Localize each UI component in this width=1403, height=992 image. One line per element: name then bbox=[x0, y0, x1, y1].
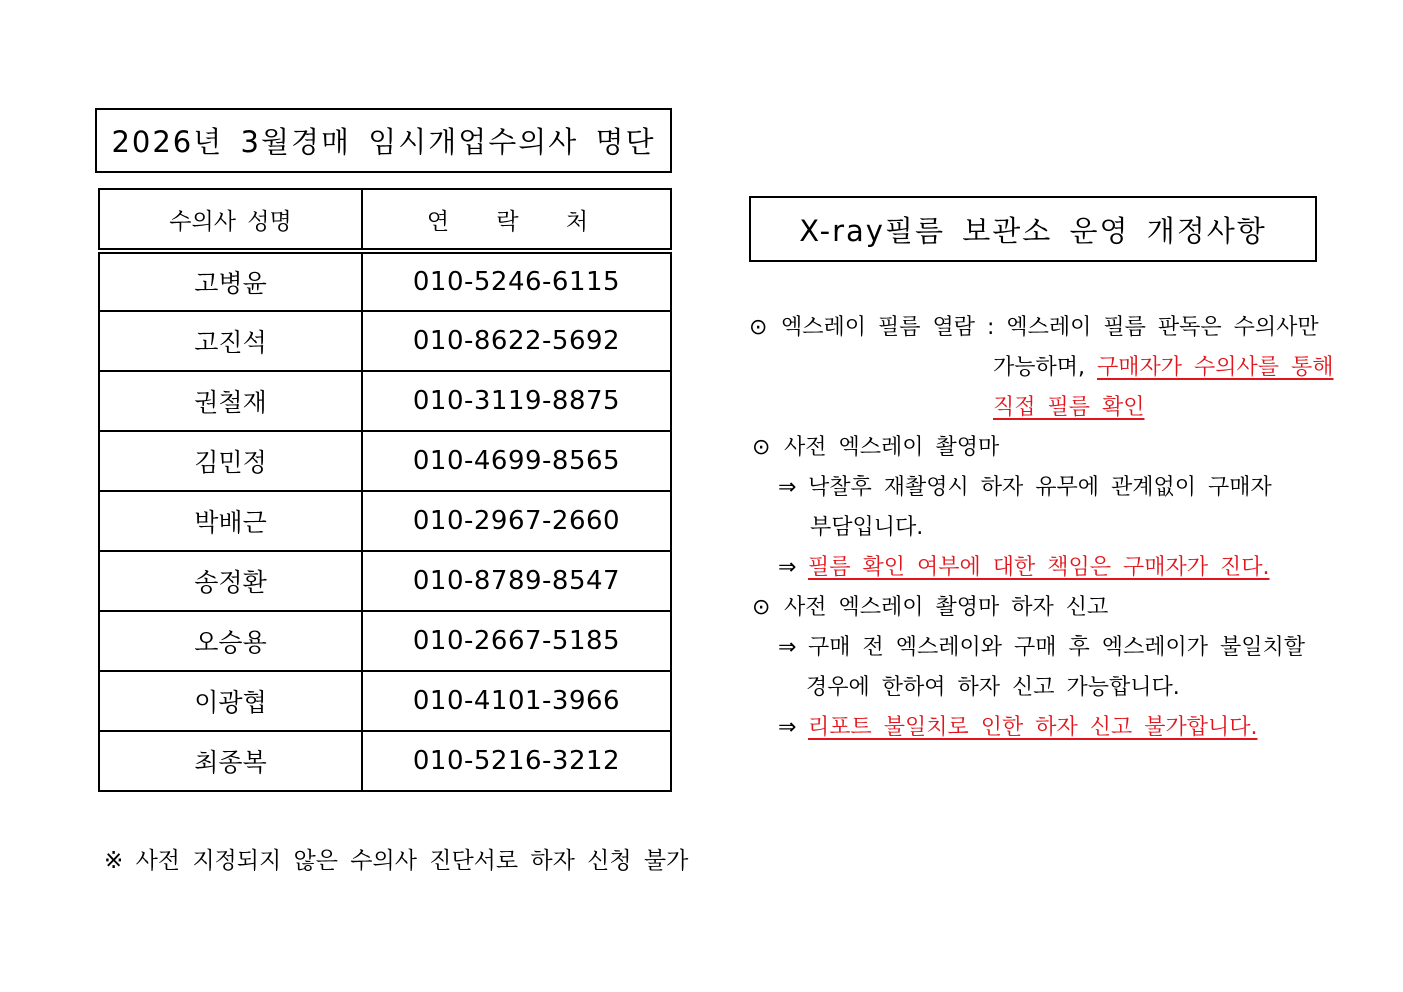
footnote: ※ 사전 지정되지 않은 수의사 진단서로 하자 신청 불가 bbox=[104, 848, 689, 874]
notice-item-3a bbox=[778, 628, 1305, 668]
item-2-title: 사전 엑스레이 촬영마 bbox=[784, 435, 1000, 460]
notice-item-1 bbox=[749, 308, 1319, 348]
item-2b-red: 필름 확인 여부에 대한 책임은 구매자가 진다. bbox=[808, 555, 1270, 580]
item-1-line-2-red: 구매자가 수의사를 통해 bbox=[1097, 355, 1334, 380]
vet-phone-cell: 010-8622-5692 bbox=[362, 311, 671, 371]
arrow-icon: ⇒ bbox=[778, 475, 797, 500]
item-1-line-1: 엑스레이 필름 열람 : 엑스레이 필름 판독은 수의사만 bbox=[781, 315, 1319, 340]
table-row bbox=[99, 251, 671, 311]
arrow-icon: ⇒ bbox=[778, 555, 797, 580]
vet-name-cell: 고진석 bbox=[99, 311, 362, 371]
vet-name-cell: 이광협 bbox=[99, 671, 362, 731]
item-1-line-3-red: 직접 필름 확인 bbox=[993, 395, 1145, 420]
vet-phone-cell: 010-4101-3966 bbox=[362, 671, 671, 731]
vet-name-cell: 권철재 bbox=[99, 371, 362, 431]
table-row bbox=[99, 431, 671, 491]
vet-name-cell: 최종복 bbox=[99, 731, 362, 791]
notice-item-3 bbox=[752, 588, 1108, 628]
notice-item-3a-line-2: 경우에 한하여 하자 신고 가능합니다. bbox=[806, 675, 1180, 700]
table-row bbox=[99, 311, 671, 371]
table-row bbox=[99, 671, 671, 731]
bullet-icon: ⊙ bbox=[752, 595, 771, 620]
notice-item-1-line-3 bbox=[993, 388, 1145, 428]
vet-name-cell: 오승용 bbox=[99, 611, 362, 671]
notice-item-2 bbox=[752, 428, 999, 468]
vet-phone-cell: 010-2967-2660 bbox=[362, 491, 671, 551]
bullet-icon: ⊙ bbox=[749, 315, 768, 340]
table-row bbox=[99, 551, 671, 611]
arrow-icon: ⇒ bbox=[778, 635, 797, 660]
bullet-icon: ⊙ bbox=[752, 435, 771, 460]
notice-item-1-line-2 bbox=[993, 348, 1334, 388]
header-vet-name: 수의사 성명 bbox=[99, 189, 362, 251]
table-header-row bbox=[99, 189, 671, 251]
vet-name-cell: 김민정 bbox=[99, 431, 362, 491]
item-3b-red: 리포트 불일치로 인한 하자 신고 불가합니다. bbox=[808, 715, 1258, 740]
vet-name-cell: 박배근 bbox=[99, 491, 362, 551]
table-row bbox=[99, 491, 671, 551]
item-3a-line-1: 구매 전 엑스레이와 구매 후 엑스레이가 불일치할 bbox=[808, 635, 1306, 660]
item-1-line-2-text: 가능하며, bbox=[993, 355, 1086, 380]
table-row bbox=[99, 371, 671, 431]
vet-phone-cell: 010-3119-8875 bbox=[362, 371, 671, 431]
notice-item-2a-line-2: 부담입니다. bbox=[810, 515, 924, 540]
list-title: 2026년 3월경매 임시개업수의사 명단 bbox=[95, 108, 672, 173]
notice-title: X-ray필름 보관소 운영 개정사항 bbox=[749, 196, 1317, 262]
table-row bbox=[99, 611, 671, 671]
table-row bbox=[99, 731, 671, 791]
notice-item-3b bbox=[778, 708, 1258, 748]
notice-item-2b bbox=[778, 548, 1270, 588]
vet-phone-cell: 010-4699-8565 bbox=[362, 431, 671, 491]
vet-name-cell: 송정환 bbox=[99, 551, 362, 611]
vet-phone-cell: 010-2667-5185 bbox=[362, 611, 671, 671]
vet-name-cell: 고병윤 bbox=[99, 251, 362, 311]
item-2a-line-1: 낙찰후 재촬영시 하자 유무에 관계없이 구매자 bbox=[808, 475, 1272, 500]
item-3-title: 사전 엑스레이 촬영마 하자 신고 bbox=[784, 595, 1109, 620]
header-contact: 연 락 처 bbox=[362, 189, 671, 251]
vet-phone-cell: 010-5216-3212 bbox=[362, 731, 671, 791]
vet-contact-table bbox=[98, 188, 672, 792]
arrow-icon: ⇒ bbox=[778, 715, 797, 740]
vet-phone-cell: 010-5246-6115 bbox=[362, 251, 671, 311]
notice-item-2a bbox=[778, 468, 1272, 508]
vet-phone-cell: 010-8789-8547 bbox=[362, 551, 671, 611]
